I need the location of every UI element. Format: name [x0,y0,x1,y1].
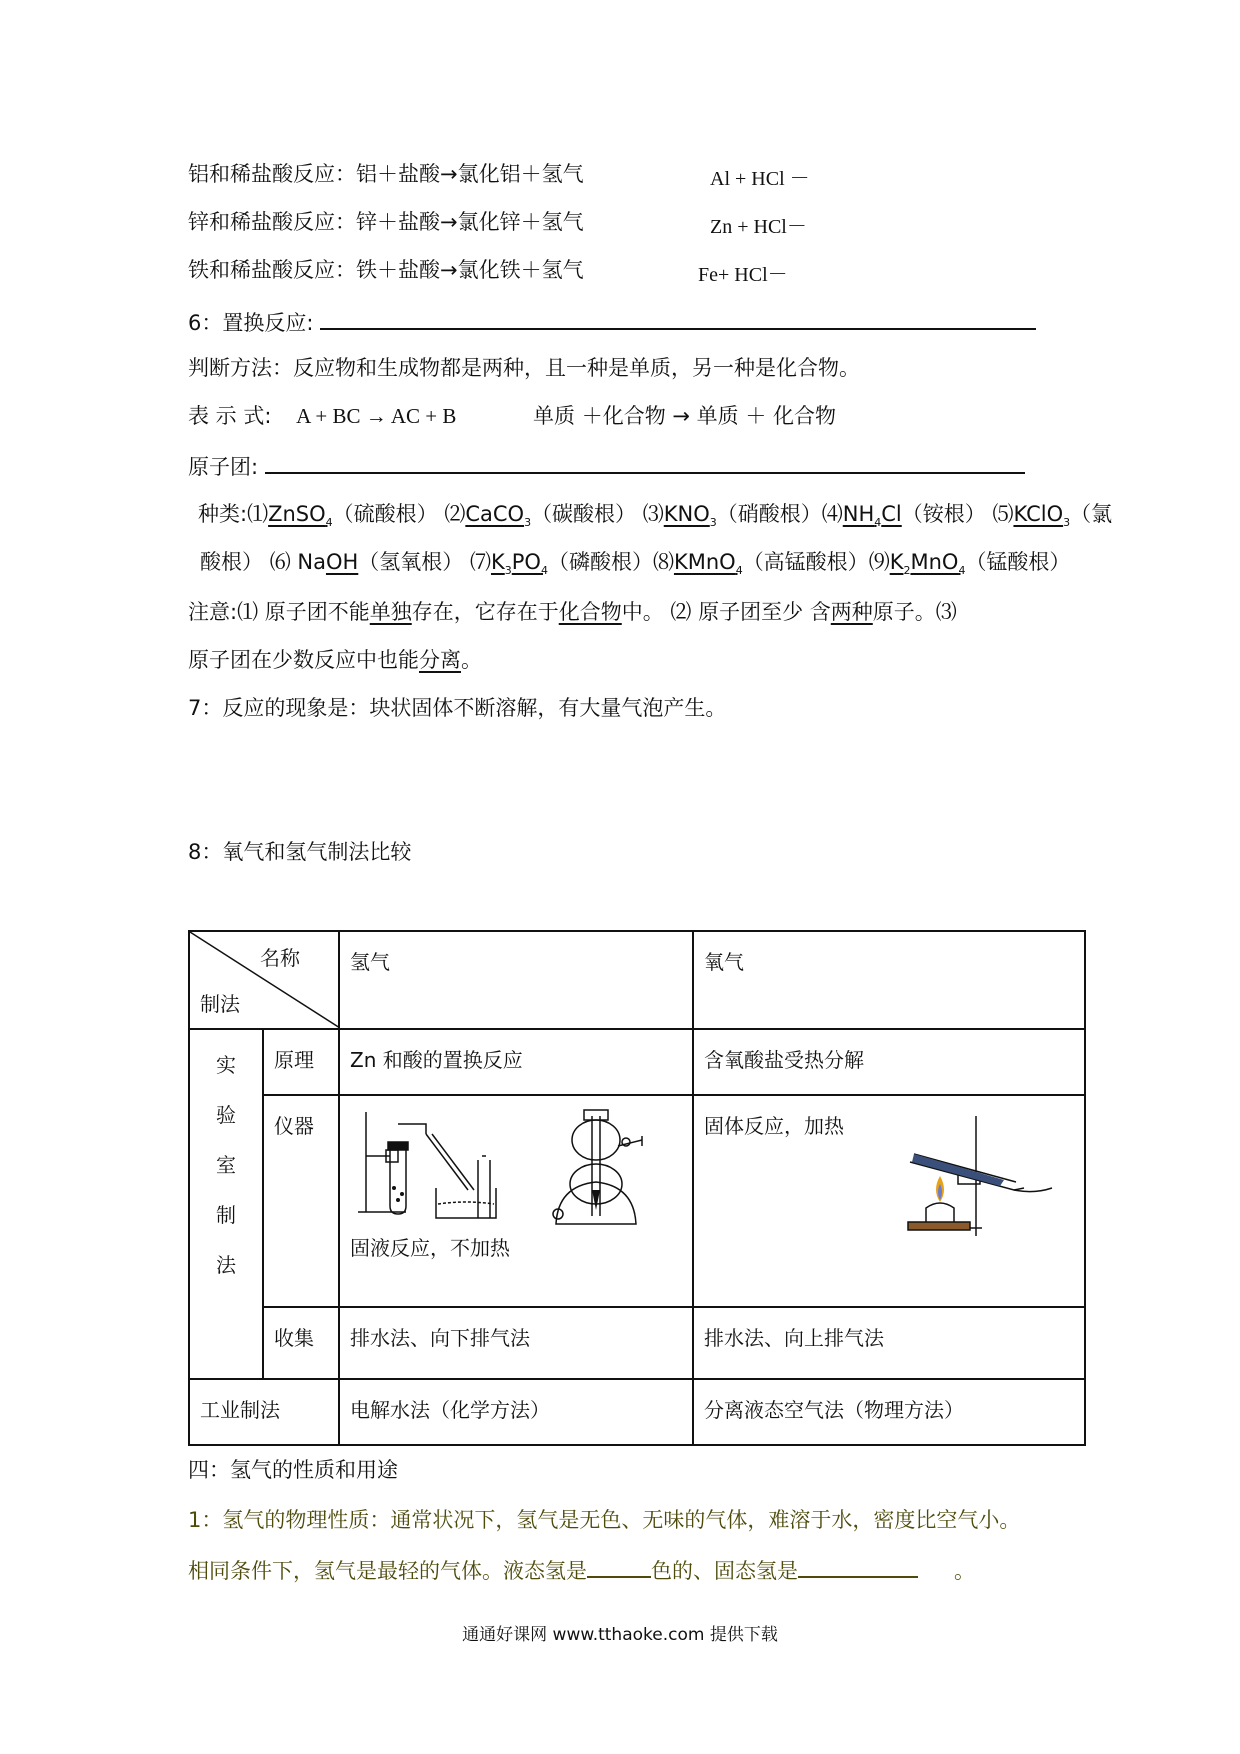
note-text: 原子。⑶ [872,600,957,624]
group-name: （锰酸根） [965,550,1071,574]
item-number: ⑻ [652,550,674,574]
table-row [189,1029,1085,1095]
reaction-formula: Fe+ HCl－ [698,264,788,286]
item-number: ⑴ [247,502,269,526]
formula-sub: 3 [504,564,512,578]
properties-text: 色的、固态氢是 [651,1559,798,1583]
fill-blank [587,1554,651,1578]
expression-words: 单质 ＋化合物 → 单质 ＋ 化合物 [533,404,837,428]
principle-oxygen: 含氧酸盐受热分解 [693,1029,1085,1095]
apparatus-oxygen-cell [693,1095,1085,1307]
formula-text: CaCO [465,502,525,526]
formula-sub: 4 [325,516,333,530]
formula-sub: 4 [874,516,882,530]
fill-blank [798,1554,918,1578]
note-answer: 单独 [369,600,412,624]
formula-text: KNO [663,502,710,526]
item-number: ⑵ [444,502,466,526]
displacement-heading [188,306,1036,337]
formula-text: K [889,550,904,574]
note-text: 中。 ⑵ 原子团至少 含 [621,600,831,624]
note-text: 原子团在少数反应中也能 [188,648,419,672]
note-text: 。 [461,648,482,672]
expression-line [188,402,836,430]
item-number: ⑺ [469,550,491,574]
formula [268,502,333,530]
fill-blank [320,306,1036,330]
formula [673,550,743,578]
item-number: ⑹ [269,550,291,574]
page-footer: 通通好课网 www.tthaoke.com 提供下载 [462,1625,778,1645]
expression-formula: A + BC → AC + B [296,404,457,428]
lab-char: 制 [216,1203,236,1227]
collect-oxygen: 排水法、向上排气法 [693,1307,1085,1379]
row-collect: 收集 [263,1307,339,1379]
lab-char: 验 [216,1103,236,1127]
formula-sub: 4 [540,564,548,578]
formula-text: K [490,550,505,574]
principle-hydrogen: Zn 和酸的置换反应 [339,1029,693,1095]
physical-properties-line-2 [188,1554,975,1585]
formula: OH [325,550,359,574]
header-name: 名称 [260,946,300,970]
group-name: 酸根） [200,550,263,574]
item-number: ⑼ [868,550,890,574]
item-number: ⑷ [821,502,843,526]
formula-text: MnO [910,550,959,574]
atomic-group-heading [188,450,1025,481]
reaction-text: 锌和稀盐酸反应：锌＋盐酸→氯化锌＋氢气 [188,210,584,234]
formula-text: KClO [1013,502,1064,526]
formula-sub: 3 [524,516,532,530]
judge-method: 判断方法：反应物和生成物都是两种，且一种是单质，另一种是化合物。 [188,356,860,380]
group-name: （磷酸根） [547,550,653,574]
hydrogen-apparatus-diagram [346,1106,676,1236]
column-oxygen: 氧气 [693,931,1085,1029]
group-name: （氯 [1070,502,1113,526]
row-principle: 原理 [263,1029,339,1095]
apparatus-hydrogen-cell [339,1095,693,1307]
formula-sub: 4 [735,564,743,578]
industry-hydrogen: 电解水法（化学方法） [339,1379,693,1445]
comparison-table [188,930,1086,1446]
note-line-1 [188,598,957,626]
properties-text: 。 [954,1559,975,1583]
row-apparatus: 仪器 [263,1095,339,1307]
physical-properties-line-1: 1：氢气的物理性质：通常状况下，氢气是无色、无味的气体，难溶于水，密度比空气小。 [188,1508,1021,1532]
kinds-label: 种类: [198,502,248,526]
group-name: （铵根） [901,502,986,526]
expression-label: 表 示 式: [188,404,272,428]
table-header-row [189,931,1085,1029]
reaction-line-fe [188,256,584,284]
note-text: 注意:⑴ 原子团不能 [188,600,370,624]
note-answer: 两种 [830,600,873,624]
formula [842,502,902,530]
properties-text: 相同条件下，氢气是最轻的气体。液态氢是 [188,1559,587,1583]
formula-text: NH [842,502,875,526]
kinds-line-1 [198,500,1112,537]
formula [490,550,548,578]
formula-sub: 3 [1063,516,1071,530]
reaction-formula: Al + HCl － [710,168,810,190]
diagonal-header-cell [189,931,339,1029]
formula-text: PO [511,550,541,574]
group-name: （氢氧根） [358,550,464,574]
lab-char: 室 [216,1153,236,1177]
note-line-2 [188,646,482,674]
column-hydrogen: 氢气 [339,931,693,1029]
reaction-phenomenon: 7：反应的现象是：块状固体不断溶解，有大量气泡产生。 [188,696,727,720]
lab-char: 实 [216,1053,236,1077]
group-name: （硫酸根） [332,502,438,526]
group-name: （硝酸根） [716,502,822,526]
formula [663,502,717,530]
oxygen-apparatus-diagram [904,1110,1054,1240]
lab-method-label [189,1029,263,1379]
apparatus-oxygen-text: 固体反应，加热 [704,1114,844,1138]
lab-char: 法 [216,1253,236,1277]
formula-sub: 4 [958,564,966,578]
reaction-text: 铝和稀盐酸反应：铝＋盐酸→氯化铝＋氢气 [188,162,584,186]
formula [1013,502,1071,530]
formula-text: ZnSO [268,502,326,526]
table-row [189,1095,1085,1307]
item-number: ⑸ [992,502,1014,526]
formula [465,502,532,530]
header-method: 制法 [200,992,240,1016]
group-name: （高锰酸根） [742,550,869,574]
reaction-text: 铁和稀盐酸反应：铁＋盐酸→氯化铁＋氢气 [188,258,584,282]
table-row [189,1379,1085,1445]
formula-sub: 3 [709,516,717,530]
kinds-line-2 [200,548,1070,585]
section-four-heading: 四：氢气的性质和用途 [188,1458,398,1482]
row-industry: 工业制法 [189,1379,339,1445]
reaction-line-al [188,160,584,188]
group-name: （碳酸根） [531,502,637,526]
collect-hydrogen: 排水法、向下排气法 [339,1307,693,1379]
reaction-formula: Zn + HCl－ [710,216,807,238]
industry-oxygen: 分离液态空气法（物理方法） [693,1379,1085,1445]
formula [889,550,966,578]
note-answer: 分离 [419,648,461,672]
reaction-line-zn [188,208,584,236]
item-number: ⑶ [642,502,664,526]
section-label: 6：置换反应: [188,311,314,335]
formula-text: Cl [881,502,902,526]
formula-text: Na [297,550,326,574]
note-answer: 化合物 [558,600,622,624]
table-row [189,1307,1085,1379]
note-text: 存在，它存在于 [411,600,559,624]
comparison-heading: 8：氧气和氢气制法比较 [188,840,412,864]
formula-sub: 2 [903,564,911,578]
section-label: 原子团: [188,455,259,479]
fill-blank [265,450,1025,474]
formula-text: KMnO [673,550,736,574]
apparatus-hydrogen-text: 固液反应，不加热 [350,1236,510,1260]
